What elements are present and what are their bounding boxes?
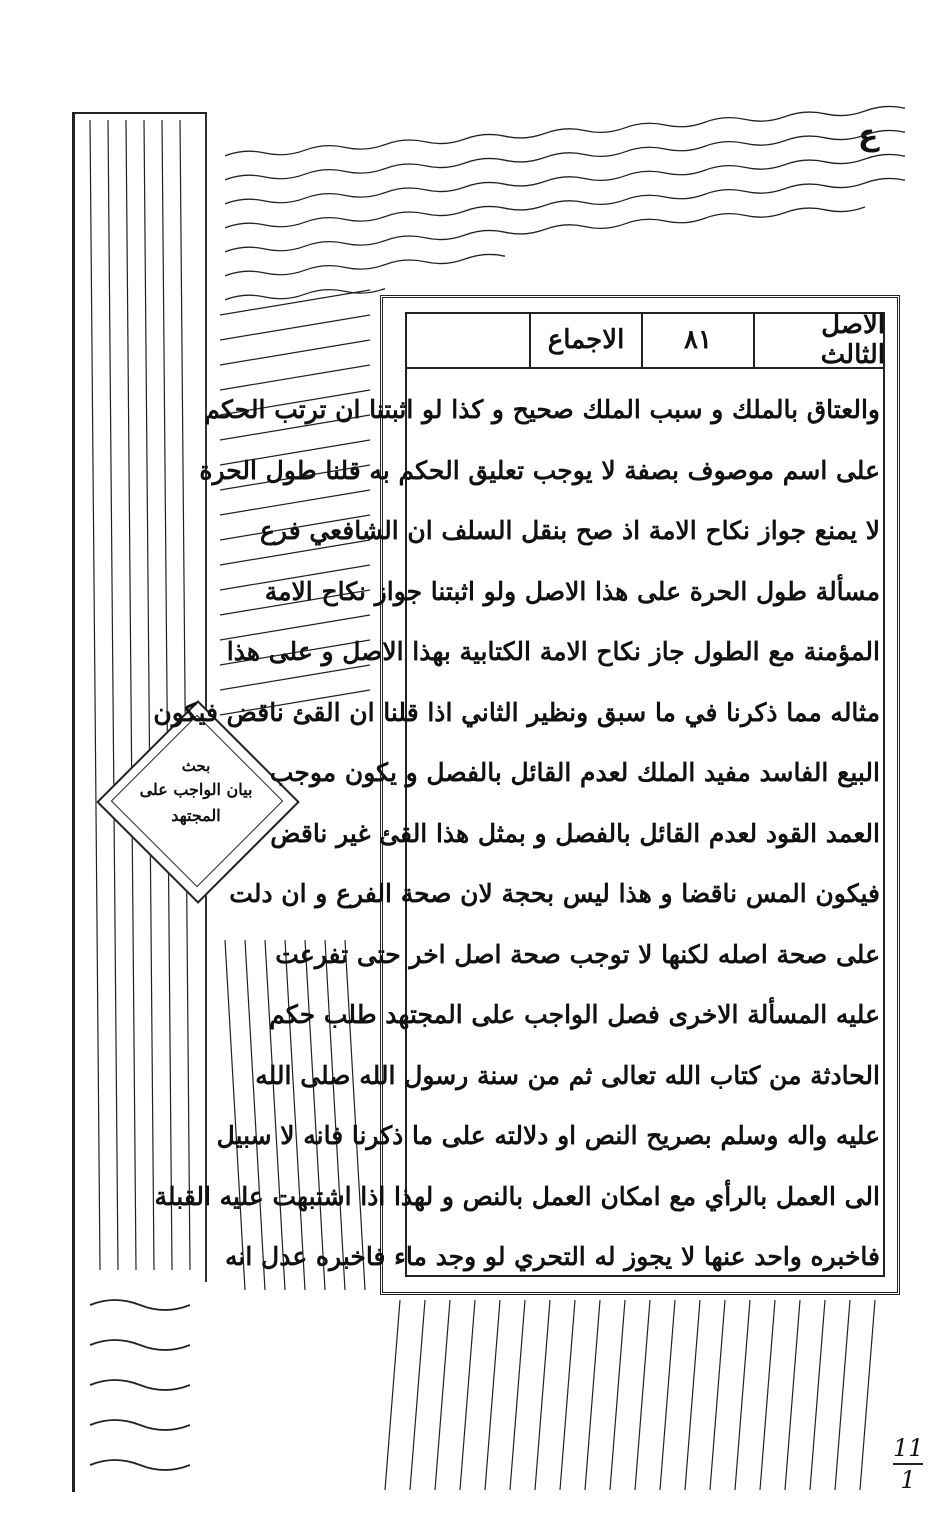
header-page-number: ۸۱ xyxy=(641,312,753,367)
handwritten-commentary-texture xyxy=(215,88,915,317)
text-line: الحادثة من كتاب الله تعالى ثم من سنة رسول الله صلى الله xyxy=(255,1060,880,1090)
text-line: فيكون المس ناقضا و هذا ليس بحجة لان صحة الفرع و ان دلت xyxy=(229,879,880,908)
header-right-title: الاصل الثالث xyxy=(753,312,885,367)
top-marginal-commentary xyxy=(215,88,915,317)
text-line: الى العمل بالرأي مع امكان العمل بالنص و لهذا اذا اشتبهت عليه القبلة xyxy=(154,1181,880,1211)
header-blank-cell xyxy=(405,312,529,367)
text-line: مسألة طول الحرة على هذا الاصل ولو اثبتنا جواز نكاح الامة xyxy=(264,576,880,606)
left-bottom-marginal-note xyxy=(75,1285,205,1485)
text-line: البيع الفاسد مفيد الملك لعدم القائل بالفصل و يكون موجب xyxy=(269,758,880,787)
header-left-title: الاجماع xyxy=(529,312,641,367)
text-line: فاخبره واحد عنها لا يجوز له التحري لو وجد ماء فاخبره عدل انه xyxy=(225,1242,880,1271)
text-line: المؤمنة مع الطول جاز نكاح الامة الكتابية بهذا الاصل و على هذا xyxy=(226,637,880,666)
bottom-marginal-commentary xyxy=(380,1300,900,1490)
running-header xyxy=(405,309,885,370)
text-line: والعتاق بالملك و سبب الملك صحيح و كذا لو اثبتنا ان ترتب الحكم xyxy=(204,395,880,424)
text-line: على صحة اصله لكنها لا توجب صحة اصل اخر حتى تفرعت xyxy=(275,939,880,969)
marginal-symbol-icon: ع xyxy=(858,118,879,153)
folio-divider xyxy=(893,1463,923,1465)
diamond-line-1: بحث xyxy=(181,757,211,775)
diamond-line-2: بيان الواجب على xyxy=(139,780,253,799)
handwritten-commentary-texture xyxy=(380,1300,900,1490)
diamond-line-3: المجتهد xyxy=(171,806,221,825)
folio-bottom: 1 xyxy=(900,1466,916,1494)
handwritten-commentary-texture xyxy=(75,1285,205,1485)
text-line: عليه المسألة الاخرى فصل الواجب على المجتهد طلب حكم xyxy=(269,1000,880,1029)
text-line: عليه واله وسلم بصريح النص او دلالته على ما ذكرنا فانه لا سبيل xyxy=(216,1121,880,1150)
folio-number xyxy=(893,1435,923,1493)
text-line: مثاله مما ذكرنا في ما سبق ونظير الثاني اذا قلنا ان القئ ناقض فيكون xyxy=(153,697,880,727)
section-diamond-heading xyxy=(126,755,266,829)
margin-rule-top xyxy=(72,112,207,114)
text-line: لا يمنع جواز نكاح الامة اذ صح بنقل السلف ان الشافعي فرع xyxy=(259,516,880,545)
text-line: على اسم موصوف بصفة لا يوجب تعليق الحكم به قلنا طول الحرة xyxy=(199,455,880,485)
folio-top: 11 xyxy=(893,1434,924,1462)
text-line: العمد القود لعدم القائل بالفصل و بمثل هذا القئ غير ناقض xyxy=(270,818,880,848)
